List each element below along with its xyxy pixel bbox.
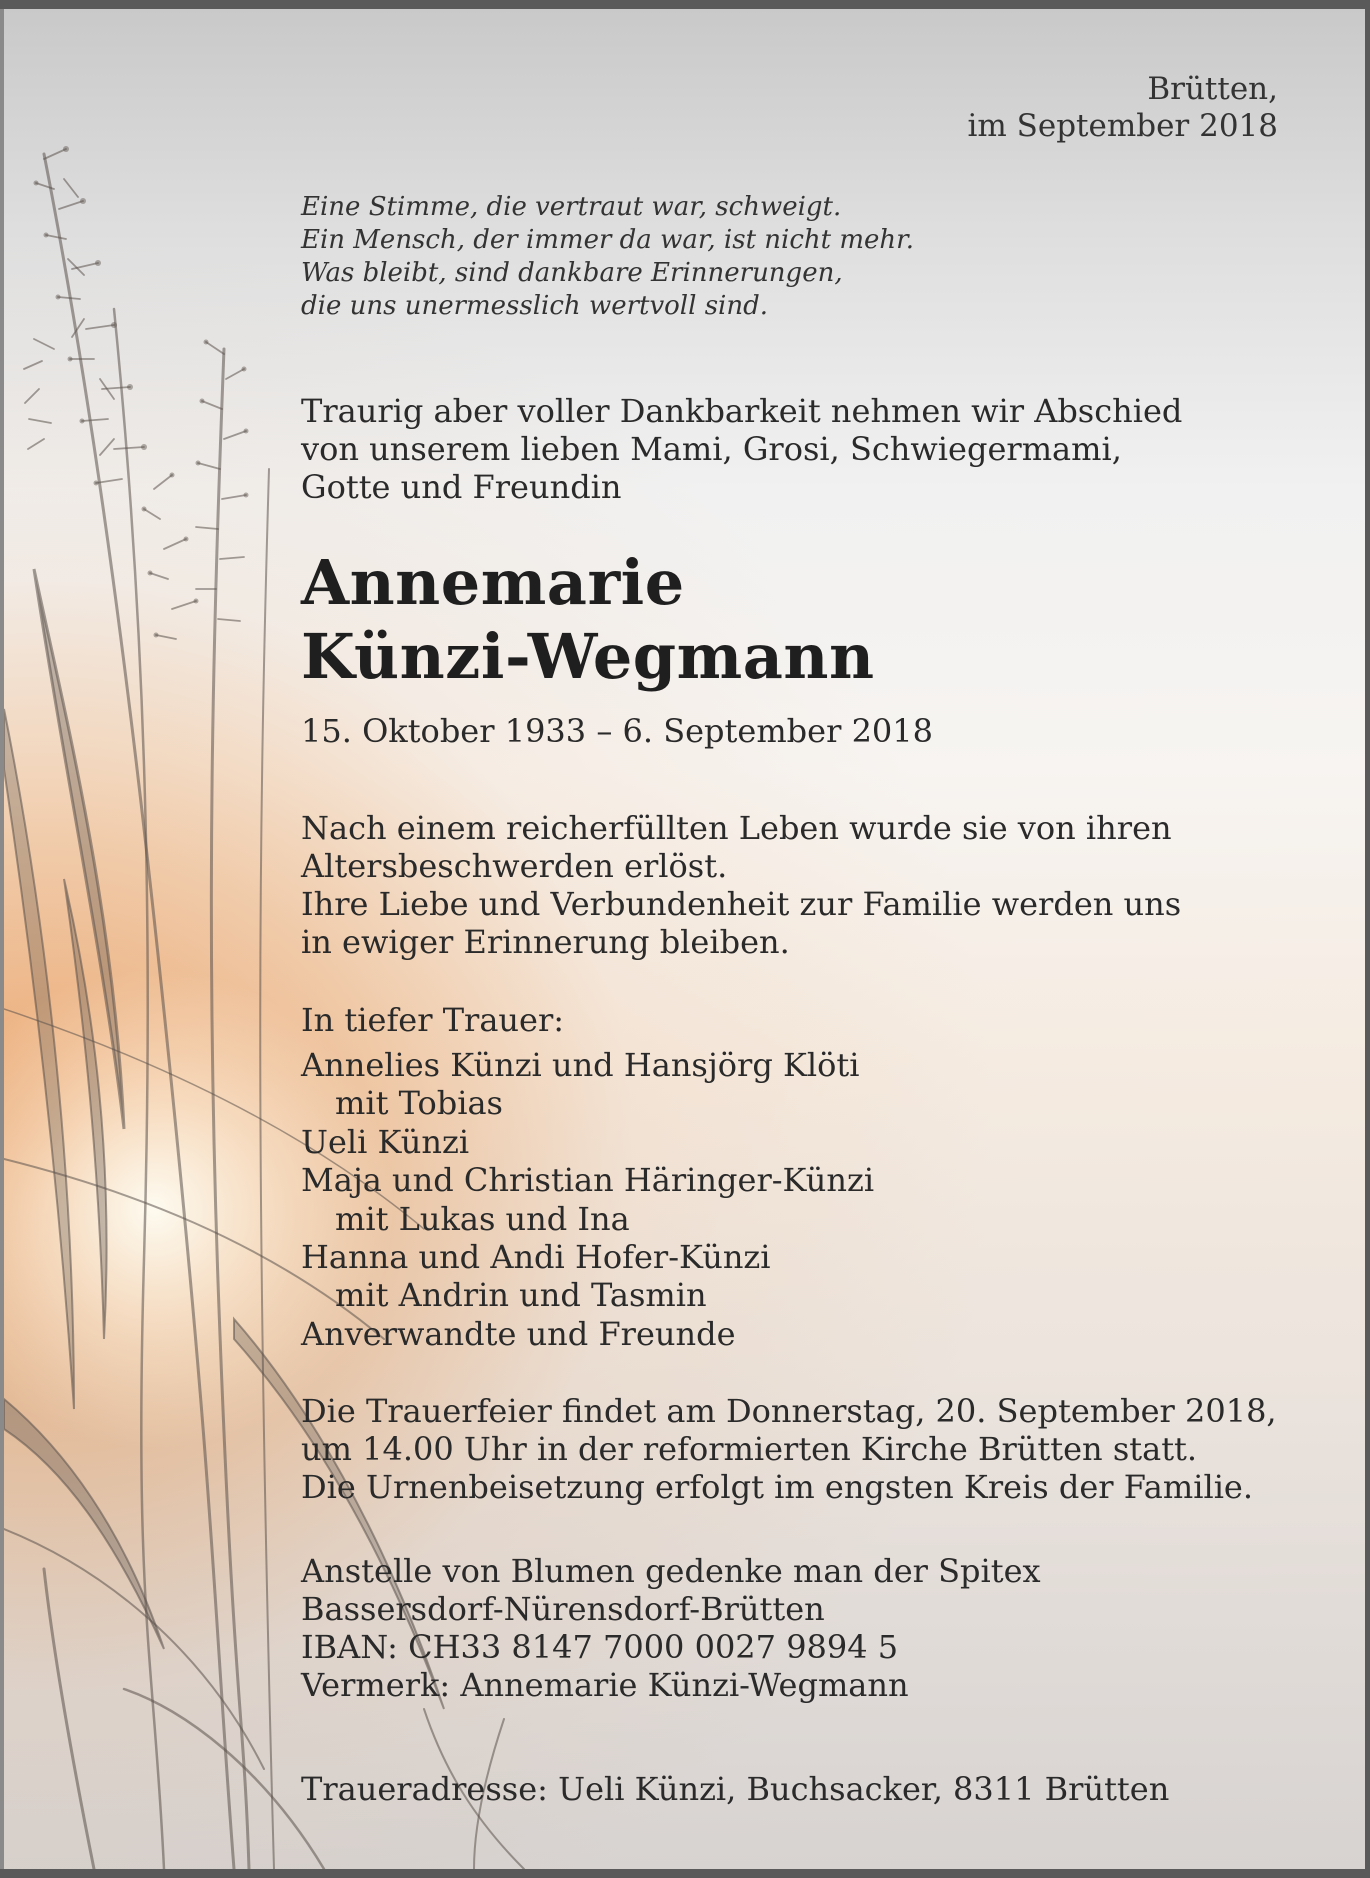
- mourner-entry: Annelies Künzi und Hansjörg Klöti: [301, 1046, 860, 1084]
- service-line: um 14.00 Uhr in der reformierten Kirche Brütten statt.: [301, 1430, 1198, 1468]
- intro-line: Gotte und Freundin: [301, 468, 622, 506]
- obituary-page: [0, 9, 1365, 1869]
- mourner-entry: mit Lukas und Ina: [335, 1199, 630, 1238]
- mourners-heading: In tiefer Trauer:: [301, 1001, 565, 1039]
- place-and-date: [967, 71, 1278, 145]
- donation-info: [301, 1552, 1041, 1704]
- mourner-entry: mit Tobias: [335, 1084, 503, 1123]
- date-line: im September 2018: [967, 108, 1278, 144]
- tribute-line: Altersbeschwerden erlöst.: [301, 847, 728, 885]
- deceased-first-name: Annemarie: [301, 546, 685, 619]
- place-line: Brütten,: [1147, 71, 1278, 107]
- service-line: Die Urnenbeisetzung erfolgt im engsten Kreis der Familie.: [301, 1468, 1254, 1506]
- intro-line: von unserem lieben Mami, Grosi, Schwiegermami,: [301, 430, 1122, 468]
- mourner-entry: Ueli Künzi: [301, 1122, 470, 1161]
- farewell-intro: [301, 392, 1182, 506]
- mourner-entry: Hanna und Andi Hofer-Künzi: [301, 1238, 771, 1277]
- deceased-name: [301, 546, 875, 694]
- mourner-entry: Maja und Christian Häringer-Künzi: [301, 1161, 875, 1200]
- tribute-line: Nach einem reicherfüllten Leben wurde sie von ihren: [301, 809, 1172, 847]
- donation-line: Anstelle von Blumen gedenke man der Spitex: [301, 1552, 1041, 1590]
- tribute-line: in ewiger Erinnerung bleiben.: [301, 923, 790, 961]
- poem-line: Eine Stimme, die vertraut war, schweigt.: [301, 192, 842, 222]
- iban-line: IBAN: CH33 8147 7000 0027 9894 5: [301, 1628, 899, 1666]
- mourner-entry: Anverwandte und Freunde: [301, 1314, 736, 1353]
- mourner-entry: mit Andrin und Tasmin: [335, 1276, 707, 1315]
- donation-line: Bassersdorf-Nürensdorf-Brütten: [301, 1590, 825, 1628]
- deceased-last-name: Künzi-Wegmann: [301, 620, 875, 693]
- life-dates: 15. Oktober 1933 – 6. September 2018: [301, 712, 933, 750]
- poem-verse: [301, 191, 914, 323]
- tribute-line: Ihre Liebe und Verbundenheit zur Familie werden uns: [301, 885, 1182, 923]
- service-line: Die Trauerfeier findet am Donnerstag, 20. September 2018,: [301, 1392, 1277, 1430]
- funeral-service-info: [301, 1392, 1277, 1506]
- tribute-paragraph: [301, 809, 1181, 961]
- intro-line: Traurig aber voller Dankbarkeit nehmen wir Abschied: [301, 392, 1183, 430]
- poem-line: die uns unermesslich wertvoll sind.: [301, 291, 769, 321]
- mourners-list: [301, 1046, 874, 1353]
- poem-line: Was bleibt, sind dankbare Erinnerungen,: [301, 258, 843, 288]
- mourning-address: Traueradresse: Ueli Künzi, Buchsacker, 8311 Brütten: [301, 1770, 1170, 1808]
- reference-line: Vermerk: Annemarie Künzi-Wegmann: [301, 1666, 909, 1704]
- poem-line: Ein Mensch, der immer da war, ist nicht mehr.: [301, 225, 915, 255]
